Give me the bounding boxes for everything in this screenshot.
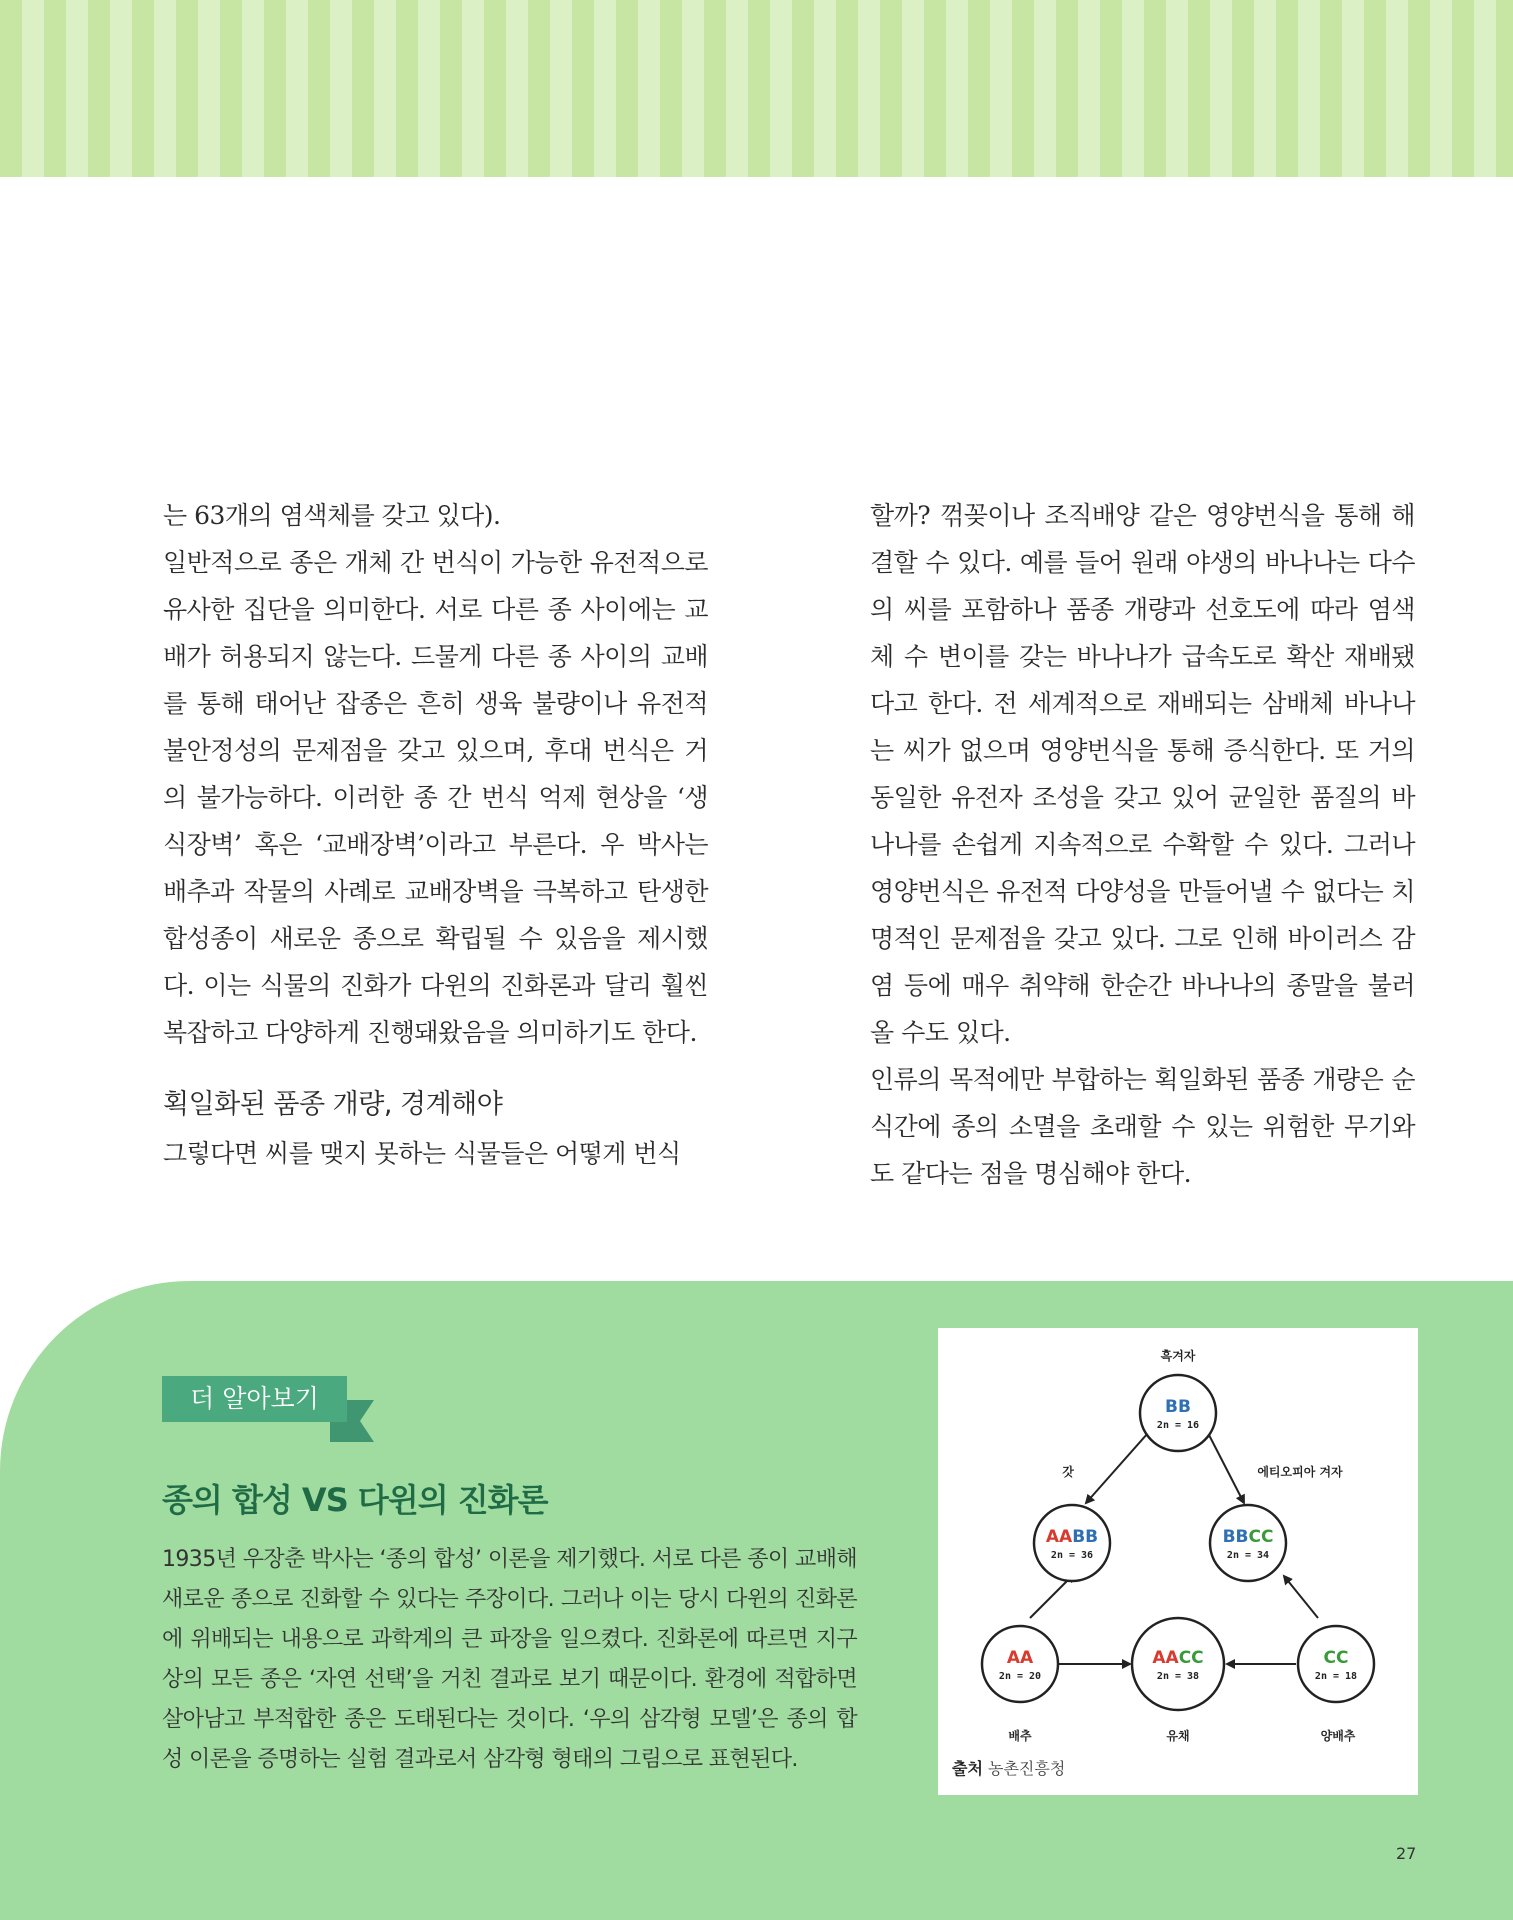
chromosomes-bbcc: 2n = 34 xyxy=(1226,1550,1270,1561)
genome-bbcc-c: CC xyxy=(1248,1527,1274,1547)
label-aabb: 갓 xyxy=(1062,1465,1074,1479)
node-aabb xyxy=(1034,1505,1110,1581)
triangle-of-u-diagram xyxy=(938,1328,1418,1795)
left-paragraph-3: 그렇다면 씨를 맺지 못하는 식물들은 어떻게 번식 xyxy=(163,1139,681,1168)
learn-more-tag: 더 알아보기 xyxy=(162,1376,347,1422)
svg-text:AACC xyxy=(1152,1648,1203,1668)
source-text: 농촌진흥청 xyxy=(988,1759,1066,1778)
arrow-bb-to-bbcc xyxy=(1208,1433,1244,1503)
genome-aacc-c: CC xyxy=(1178,1648,1204,1668)
info-box-text: 1935년 우장춘 박사는 ‘종의 합성’ 이론을 제기했다. 서로 다른 종이 교배해 새로운 종으로 진화할 수 있다는 주장이다. 그러나 이는 당시 다윈의 진화론에 위배되는 내용으로 과학계의 큰 파장을 일으켰다. 진화론에 따르면 지구상의 모든 종은 ‘자연 선택’을 거친 결과로 보기 때문이다. 환경에 적합하면 살아남고 부적합한 종은 도태된다는 것이다. ‘우의 삼각형 모델’은 종의 합성 이론을 증명하는 실험 결과로서 삼각형 형태의 그림으로 표현된다. xyxy=(162,1547,857,1772)
arrow-bb-to-aabb xyxy=(1086,1433,1148,1503)
label-aacc: 유채 xyxy=(1166,1729,1190,1743)
info-box-title: 종의 합성 VS 다윈의 진화론 xyxy=(162,1481,548,1519)
svg-text:BBCC xyxy=(1223,1527,1274,1547)
source-label: 출처 xyxy=(952,1759,983,1778)
label-bb: 흑겨자 xyxy=(1160,1349,1196,1363)
node-cc xyxy=(1298,1626,1374,1702)
right-column xyxy=(870,492,1415,1197)
genome-bbcc-b: BB xyxy=(1222,1527,1249,1547)
label-cc: 양배추 xyxy=(1320,1729,1356,1743)
genome-cc: CC xyxy=(1323,1648,1349,1668)
node-bb xyxy=(1140,1375,1216,1451)
label-bbcc: 에티오피아 겨자 xyxy=(1257,1465,1343,1479)
chromosomes-bb: 2n = 16 xyxy=(1156,1420,1200,1431)
section-subheading: 획일화된 품종 개량, 경계해야 xyxy=(163,1089,503,1120)
label-aa: 배추 xyxy=(1008,1729,1032,1743)
left-paragraph-1: 는 63개의 염색체를 갖고 있다). xyxy=(163,501,501,530)
right-paragraph-1: 할까? 꺾꽂이나 조직배양 같은 영양번식을 통해 해결할 수 있다. 예를 들어 원래 야생의 바나나는 다수의 씨를 포함하나 품종 개량과 선호도에 따라 염색체 수 변이를 갖는 바나나가 급속도로 확산 재배됐다고 한다. 전 세계적으로 재배되는 삼배체 바나나는 씨가 없으며 영양번식을 통해 증식한다. 또 거의 동일한 유전자 조성을 갖고 있어 균일한 품질의 바나나를 손쉽게 지속적으로 수확할 수 있다. 그러나 영양번식은 유전적 다양성을 만들어낼 수 없다는 치명적인 문제점을 갖고 있다. 그로 인해 바이러스 감염 등에 매우 취약해 한순간 바나나의 종말을 불러올 수도 있다. xyxy=(870,501,1415,1047)
genome-bb: BB xyxy=(1165,1397,1191,1417)
left-column xyxy=(163,492,708,1177)
genome-aacc-a: AA xyxy=(1152,1648,1179,1668)
page-number: 27 xyxy=(1396,1844,1417,1863)
arrow-cc-to-bbcc xyxy=(1284,1576,1318,1618)
node-aacc xyxy=(1132,1618,1224,1710)
chromosomes-aabb: 2n = 36 xyxy=(1050,1550,1094,1561)
figure-source xyxy=(952,1756,1065,1779)
triangle-diagram-svg xyxy=(938,1328,1418,1748)
chromosomes-cc: 2n = 18 xyxy=(1314,1671,1358,1682)
chromosomes-aa: 2n = 20 xyxy=(998,1671,1042,1682)
genome-aabb-b: BB xyxy=(1072,1527,1099,1547)
node-bbcc xyxy=(1210,1505,1286,1581)
genome-aa: AA xyxy=(1006,1648,1034,1668)
node-aa xyxy=(982,1626,1058,1702)
header-stripes xyxy=(0,0,1513,177)
left-paragraph-2: 일반적으로 종은 개체 간 번식이 가능한 유전적으로 유사한 집단을 의미한다. 서로 다른 종 사이에는 교배가 허용되지 않는다. 드물게 다른 종 사이의 교배를 통해 태어난 잡종은 흔히 생육 불량이나 유전적 불안정성의 문제점을 갖고 있으며, 후대 번식은 거의 불가능하다. 이러한 종 간 번식 억제 현상을 ‘생식장벽’ 혹은 ‘교배장벽’이라고 부른다. 우 박사는 배추과 작물의 사례로 교배장벽을 극복하고 탄생한 합성종이 새로운 종으로 확립될 수 있음을 제시했다. 이는 식물의 진화가 다윈의 진화론과 달리 훨씬 복잡하고 다양하게 진행돼왔음을 의미하기도 한다. xyxy=(163,548,708,1047)
right-paragraph-2: 인류의 목적에만 부합하는 획일화된 품종 개량은 순식간에 종의 소멸을 초래할 수 있는 위험한 무기와도 같다는 점을 명심해야 한다. xyxy=(870,1065,1415,1188)
svg-text:AABB xyxy=(1046,1527,1098,1547)
chromosomes-aacc: 2n = 38 xyxy=(1156,1671,1200,1682)
genome-aabb-a: AA xyxy=(1045,1527,1073,1547)
